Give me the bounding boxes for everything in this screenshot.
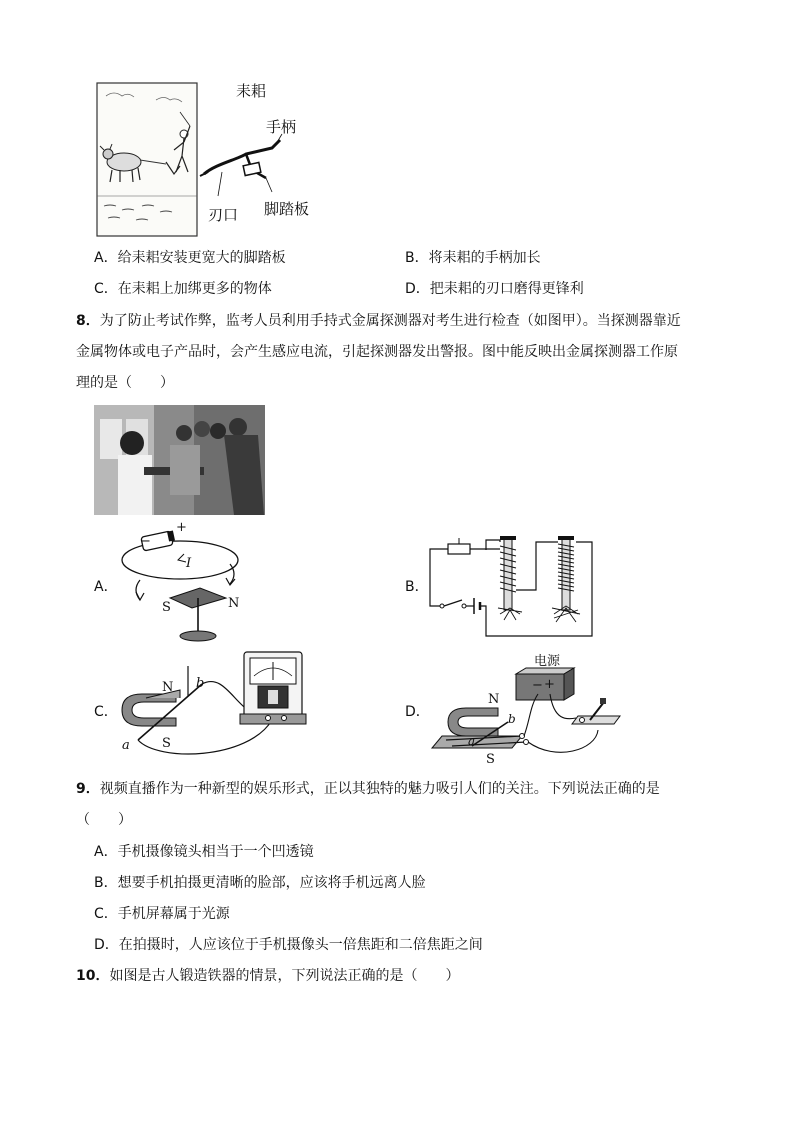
option-text: 在耒耜上加绑更多的物体	[117, 281, 272, 297]
plough-figure	[96, 78, 336, 240]
q8-option-c-figure[interactable]	[118, 650, 308, 760]
induction-galvanometer	[118, 650, 308, 760]
option-text: 想要手机拍摄更清晰的脸部，应该将手机远离人脸	[117, 875, 426, 891]
handle-label: 手柄	[266, 118, 297, 136]
q7-option-c[interactable]	[94, 280, 272, 298]
stem-text: 视频直播作为一种新型的娱乐形式，正以其独特的魅力吸引人们的关注。下列说法正确的是	[99, 781, 660, 797]
q8-option-b-figure[interactable]	[426, 530, 596, 640]
q9-stem-line-2: （ ）	[76, 812, 132, 828]
photo-illustration	[94, 405, 265, 515]
plough-title-label: 耒耜	[236, 82, 267, 100]
q7-option-a[interactable]	[94, 249, 286, 267]
power-minus-label: −	[532, 678, 543, 693]
option-letter: C．	[94, 906, 118, 922]
option-text: 手机屏幕属于光源	[117, 906, 230, 922]
q9-option-a[interactable]	[94, 843, 314, 861]
metal-detector-photo	[94, 405, 265, 515]
q10-stem	[76, 967, 459, 985]
q8-option-d-figure[interactable]	[426, 650, 626, 770]
option-letter: A．	[94, 250, 118, 266]
option-letter: B．	[94, 875, 118, 891]
q8-option-d-letter[interactable]: D．	[405, 704, 430, 720]
option-text: 将耒耜的手柄加长	[428, 250, 541, 266]
conductor-a-label: a	[468, 734, 476, 748]
q8-stem-line-2: 金属物体或电子产品时，会产生感应电流，引起探测器发出警报。图中能反映出金属探测器工作原	[76, 344, 678, 360]
stem-text: 如图是古人锻造铁器的情景，下列说法正确的是（ ）	[109, 968, 460, 984]
option-letter: B．	[405, 250, 429, 266]
conductor-b-label: b	[196, 676, 205, 691]
option-letter: C．	[94, 281, 118, 297]
q8-option-a-figure[interactable]	[118, 520, 248, 646]
current-label: I	[186, 556, 192, 571]
electromagnet-circuit	[426, 530, 596, 640]
magnet-south-label: S	[486, 752, 495, 767]
oersted-experiment	[118, 520, 248, 646]
option-text: 在拍摄时，人应该位于手机摄像头一倍焦距和二倍焦距之间	[118, 937, 483, 953]
battery-plus-label: +	[176, 520, 187, 535]
question-number: 9．	[76, 781, 100, 797]
q7-option-d[interactable]	[405, 280, 584, 298]
q9-option-b[interactable]	[94, 874, 426, 892]
blade-label: 刃口	[208, 206, 239, 224]
question-number: 8．	[76, 313, 100, 329]
option-letter: D．	[405, 281, 430, 297]
battery-minus-label: −	[140, 534, 151, 549]
needle-north-label: N	[228, 596, 240, 611]
conductor-a-label: a	[122, 738, 130, 753]
q8-option-c-letter[interactable]: C．	[94, 704, 118, 720]
q9-option-c[interactable]	[94, 905, 230, 923]
option-text: 手机摄像镜头相当于一个凹透镜	[117, 844, 314, 860]
q8-stem-line-1	[76, 312, 681, 330]
magnet-north-label: N	[488, 692, 500, 707]
q8-option-a-letter[interactable]: A．	[94, 579, 118, 595]
q8-option-b-letter[interactable]: B．	[405, 579, 429, 595]
needle-south-label: S	[162, 600, 171, 615]
q9-option-d[interactable]	[94, 936, 483, 954]
power-label: 电源	[534, 654, 561, 669]
option-letter: A．	[94, 844, 118, 860]
motor-principle-circuit	[426, 650, 626, 770]
magnet-north-label: N	[162, 680, 174, 695]
pedal-label: 脚踏板	[264, 200, 310, 218]
power-plus-label: +	[544, 677, 555, 692]
q7-option-b[interactable]	[405, 249, 541, 267]
magnet-south-label: S	[162, 736, 171, 751]
question-number: 10．	[76, 968, 110, 984]
stem-text: 为了防止考试作弊，监考人员利用手持式金属探测器对考生进行检查（如图甲）。当探测器靠近	[99, 313, 681, 329]
option-text: 把耒耜的刃口磨得更锋利	[429, 281, 584, 297]
q8-stem-line-3: 理的是（ ）	[76, 375, 174, 391]
conductor-b-label: b	[508, 712, 516, 726]
option-letter: D．	[94, 937, 119, 953]
q9-stem-line-1	[76, 780, 660, 798]
option-text: 给耒耜安装更宽大的脚踏板	[117, 250, 286, 266]
